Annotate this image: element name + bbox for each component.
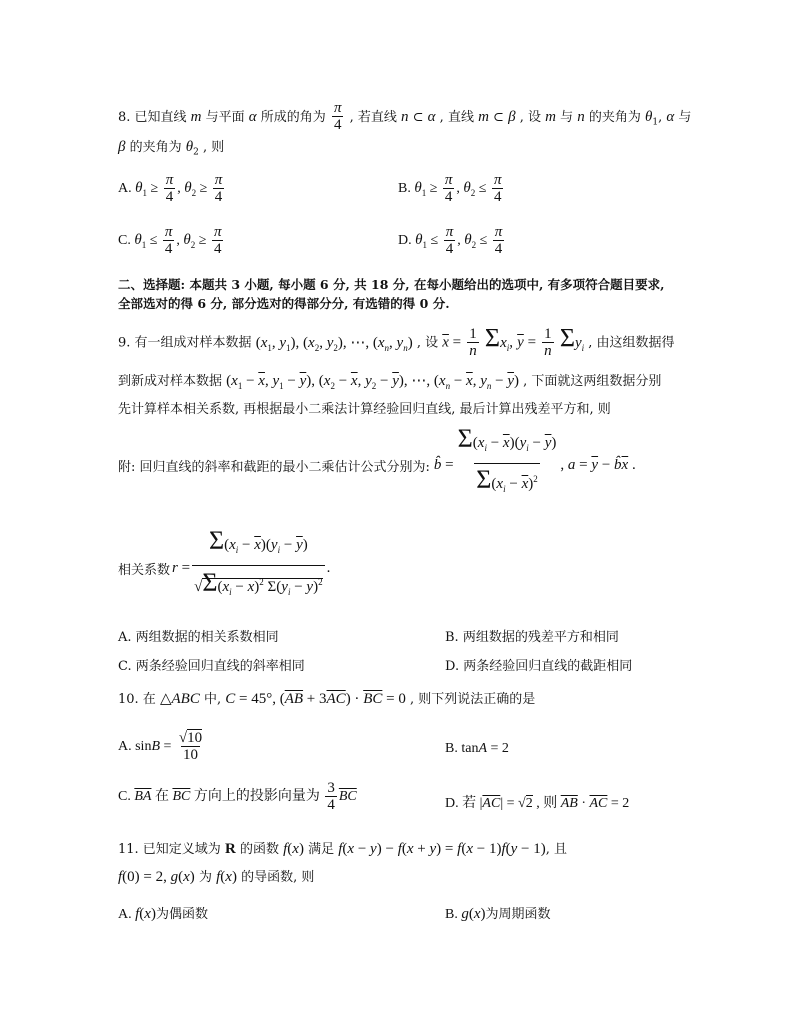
- q10-option-d[interactable]: D. 若 $|\overline{AC}| = √2$ , 则 $\overline{AB} \cdot \overline{AC} = 2$: [445, 796, 630, 811]
- slope-formula: $\frac{\Sigma(x_i - \overline{x})(y_i - \overline{y})}{\Sigma(x_i - \overline{x})^2}$: [456, 427, 559, 504]
- q11-option-a-text: 为偶函数: [155, 907, 208, 922]
- q9-option-d[interactable]: D. 两条经验回归直线的截距相同: [445, 659, 633, 674]
- q10-option-a[interactable]: A. sinB = $\frac{√10}{10}$: [118, 730, 203, 763]
- q8-line1: 8. 已知直线 m 与平面 α 所成的角为 $\frac{\pi}{4}$ , 若直线 n ⊂ α , 直线 m ⊂ β , 设 m 与 n 的夹角为 $\theta_1$, α 与: [118, 100, 692, 133]
- q10-option-b[interactable]: B. tanA = 2: [445, 741, 509, 756]
- q9-option-b[interactable]: B. 两组数据的残差平方和相同: [445, 630, 619, 645]
- q8-line2: β 的夹角为 $\theta_2$ , 则: [118, 139, 225, 158]
- q9-regression-note: 附: 回归直线的斜率和截距的最小二乘估计公式分别为: b̂ = $\frac{\Sigma(x_i - \overline{x})(y_i - \overline{y})}{\Sigma(x_i - \overline{x})^2}$ , $a = \overline{y}$ − $b̂\overline{x}$ .: [118, 430, 636, 500]
- q11-stem-end: , 且: [545, 842, 568, 857]
- q11-stem-mid2: 满足: [308, 842, 335, 857]
- q8-option-d[interactable]: D. $\theta_1$ ≤ $\frac{\pi}{4}$ , $\theta_2$ ≤ $\frac{\pi}{4}$: [398, 224, 503, 257]
- q9-correlation: 相关系数 r = $\frac{\Sigma(x_i - \overline{x})(y_i - \overline{y})}{√\Sigma(x_i - \overline{x})^2 \Sigma(y_i - \overline{y})^2}$ .: [118, 528, 330, 608]
- q11-line2: f(0) = 2, g(x) 为 f(x) 的导函数, 则: [118, 869, 315, 885]
- section2-line2: 全部选对的得 6 分, 部分选对的得部分分, 有选错的得 0 分.: [118, 296, 450, 311]
- q11-line2-end: 的导函数, 则: [241, 870, 315, 885]
- q9-stem-start: 9. 有一组成对样本数据: [118, 335, 252, 351]
- q11-line1: 11. 已知定义域为 R 的函数 f(x) 满足 f(x − y) − f(x + y) = f(x − 1)f(y − 1), 且: [118, 841, 568, 857]
- q10-line1: 10. 在 △ABC 中, C = 45°, $(\overline{AB} + 3\overline{AC}) \cdot \overline{BC} = 0$ , 则下列说法正确的是: [118, 691, 536, 707]
- q9-line1: 9. 有一组成对样本数据 ($x_1$, $y_1$), ($x_2$, $y_2$), ⋯, ($x_n$, $y_n$) , 设 $\overline{x}$ = $\frac{1}{n}$ $\Sigma x_i$, $\overline{y}$ = $\frac{1}{n}$ $\Sigma y_i$ , 由这组数据得: [118, 323, 675, 359]
- q9-line3: 先计算样本相关系数, 再根据最小二乘法计算经验回归直线, 最后计算出残差平方和, 则: [118, 402, 611, 417]
- q8-angle-fraction: $\frac{\pi}{4}$: [333, 100, 342, 133]
- q9-line2-end: , 下面就这两组数据分别: [523, 374, 662, 389]
- q9-line2-start: 到新成对样本数据: [118, 374, 223, 389]
- q11-line2-mid: 为: [198, 870, 212, 885]
- q9-line2: 到新成对样本数据 ($x_1 - \overline{x}$, $y_1 - \overline{y}$), ($x_2 - \overline{x}$, $y_2 - \overline{y}$), ⋯, ($x_n - \overline{x}$, $y_n - \overline{y}$) , 下面就这两组数据分别: [118, 373, 662, 391]
- q8-stem: 8. 已知直线 m 与平面 α 所成的角为: [118, 108, 326, 125]
- q9-stem-end: , 由这组数据得: [588, 335, 675, 351]
- q9-note-text: 附: 回归直线的斜率和截距的最小二乘估计公式分别为:: [118, 459, 430, 475]
- q9-option-c[interactable]: C. 两条经验回归直线的斜率相同: [118, 659, 305, 674]
- q11-option-b[interactable]: B. g(x)为周期函数: [445, 906, 551, 922]
- q8-option-b[interactable]: B. $\theta_1$ ≥ $\frac{\pi}{4}$ , $\theta_2$ ≤ $\frac{\pi}{4}$: [398, 172, 502, 205]
- q8-option-c[interactable]: C. $\theta_1$ ≤ $\frac{\pi}{4}$ , $\theta_2$ ≥ $\frac{\pi}{4}$: [118, 224, 222, 257]
- section2-line1: 二、选择题: 本题共 3 小题, 每小题 6 分, 共 18 分, 在每小题给出的选项中, 有多项符合题目要求,: [118, 277, 665, 292]
- q11-option-b-text: 为周期函数: [485, 907, 551, 922]
- q10-option-c[interactable]: C. $\overline{BA}$ 在 $\overline{BC}$ 方向上的投影向量为 $\frac{3}{4}$ $\overline{BC}$: [118, 780, 357, 813]
- q11-stem-start: 11. 已知定义域为: [118, 842, 221, 857]
- q10-stem-start: 10. 在: [118, 692, 156, 707]
- q8-option-a[interactable]: A. $\theta_1$ ≥ $\frac{\pi}{4}$ , $\theta_2$ ≥ $\frac{\pi}{4}$: [118, 172, 223, 205]
- corr-formula: $\frac{\Sigma(x_i - \overline{x})(y_i - \overline{y})}{√\Sigma(x_i - \overline{x})^2 \Sigma(y_i - \overline{y})^2}$: [192, 529, 325, 608]
- q10-stem-end: , 则下列说法正确的是: [409, 692, 536, 707]
- q11-option-a[interactable]: A. f(x)为偶函数: [118, 906, 208, 922]
- q11-stem-mid: 的函数: [239, 842, 279, 857]
- corr-label: 相关系数: [118, 562, 171, 578]
- real-set-symbol: R: [224, 841, 236, 857]
- q9-option-a[interactable]: A. 两组数据的相关系数相同: [118, 630, 279, 645]
